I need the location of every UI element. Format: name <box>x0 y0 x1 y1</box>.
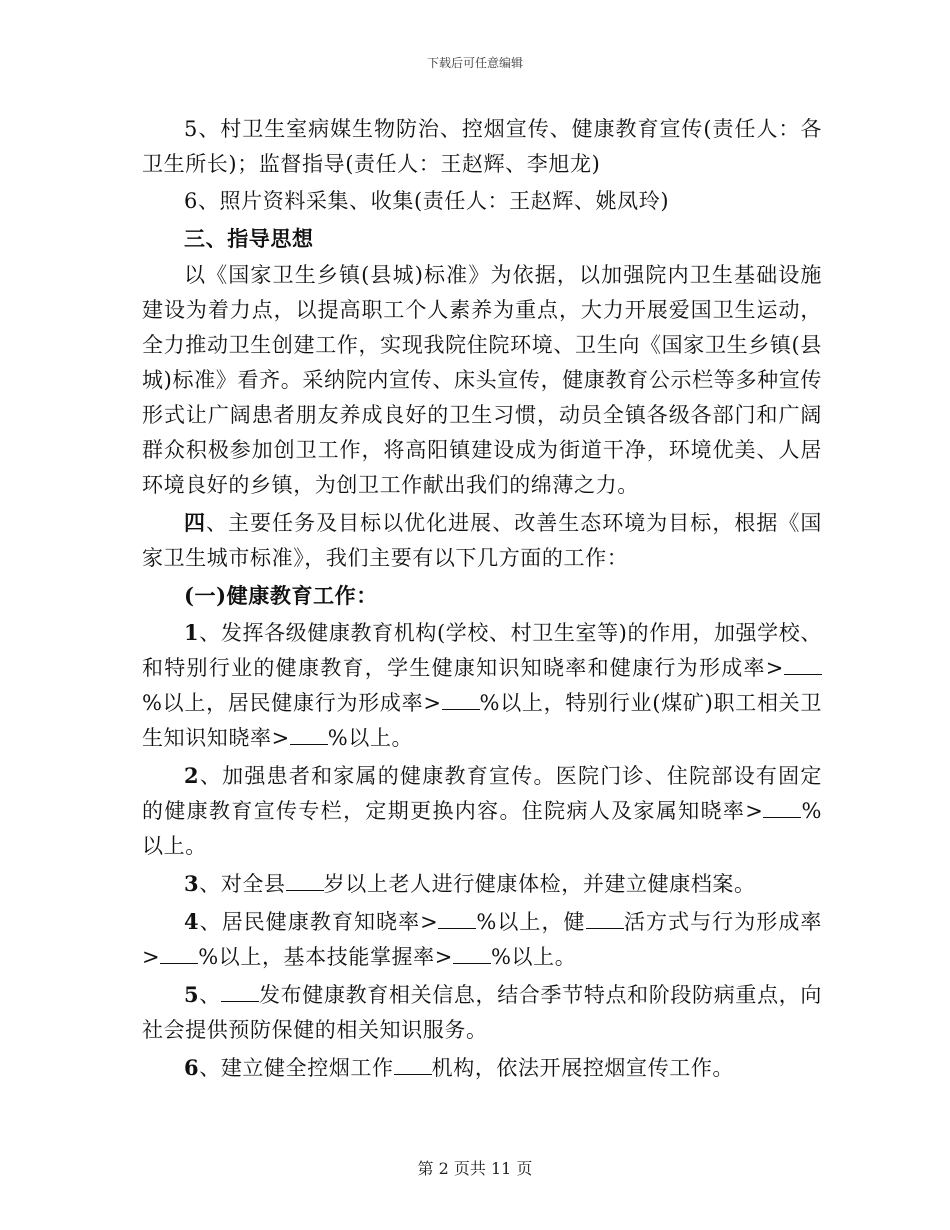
page-header: 下载后可任意编辑 <box>426 56 523 70</box>
fill-blank <box>586 910 624 929</box>
list-item-6 <box>142 1050 822 1086</box>
item-text: %以上，居民健康行为形成率> <box>142 691 442 715</box>
item-text: %以上。 <box>490 945 577 969</box>
item-text: 、发挥各级健康教育机构(学校、村卫生室等)的作用，加强学校、和特别行业的健康教育，学生健康知识知晓率和健康行为形成率> <box>142 621 822 680</box>
paragraph-task-6: 6、照片资料采集、收集(责任人：王赵辉、姚凤玲) <box>184 189 670 213</box>
paragraph-main-tasks <box>142 505 822 576</box>
fill-blank <box>221 983 259 1002</box>
item-text: %以上，健 <box>476 910 586 934</box>
item-text: 、建立健全控烟工作 <box>199 1056 394 1080</box>
item-text: %以上，特别行业(煤矿)职工相关卫生知识知晓率> <box>142 691 823 750</box>
item-number: 1 <box>184 620 200 645</box>
list-item-1 <box>142 615 822 756</box>
paragraph-guiding-ideology: 以《国家卫生乡镇(县城)标准》为依据，以加强院内卫生基础设施建设为着力点，以提高职工个人素养为重点，大力开展爱国卫生运动，全力推动卫生创建工作，实现我院住院环境、卫生向《国家卫生乡镇(县城)标准》看齐。采纳院内宣传、床头宣传，健康教育公示栏等多种宣传形式让广阔患者朋友养成良好的卫生习惯，动员全镇各级各部门和广阔群众积极参加创卫工作，将高阳镇建设成为街道干净，环境优美、人居环境良好的乡镇，为创卫工作献出我们的绵薄之力。 <box>142 263 822 497</box>
item-text: %以上。 <box>142 799 822 858</box>
list-item-5 <box>142 977 822 1048</box>
document-body <box>142 112 822 1088</box>
fill-blank <box>394 1056 432 1075</box>
section-number-four: 四 <box>184 510 207 535</box>
item-text: 、居民健康教育知晓率> <box>199 910 439 934</box>
fill-blank <box>784 656 822 675</box>
item-number: 2 <box>184 763 200 788</box>
fill-blank <box>763 799 801 818</box>
item-number: 4 <box>184 909 200 934</box>
fill-blank <box>438 910 476 929</box>
item-text: %以上。 <box>327 726 414 750</box>
item-text: 发布健康教育相关信息，结合季节特点和阶段防病重点，向社会提供预防保健的相关知识服务。 <box>142 983 822 1042</box>
item-text: %以上，基本技能掌握率> <box>198 945 453 969</box>
paragraph-task-5: 5、村卫生室病媒生物防治、控烟宣传、健康教育宣传(责任人：各卫生所长)；监督指导(责任人：王赵辉、李旭龙) <box>142 117 822 176</box>
fill-blank <box>160 945 198 964</box>
item-number: 6 <box>184 1055 200 1080</box>
item-text: 活方式与行为形成率> <box>142 910 822 969</box>
item-number: 3 <box>184 871 200 896</box>
list-item-4 <box>142 904 822 975</box>
fill-blank <box>453 945 491 964</box>
main-tasks-text: 、主要任务及目标以优化进展、改善生态环境为目标，根据《国家卫生城市标准》，我们主要有以下几方面的工作： <box>142 511 822 570</box>
item-text: 机构，依法开展控烟宣传工作。 <box>431 1056 735 1080</box>
fill-blank <box>290 726 328 745</box>
item-text: 、对全县 <box>199 872 286 896</box>
item-text: 、 <box>199 983 221 1007</box>
fill-blank <box>286 872 324 891</box>
item-text: 岁以上老人进行健康体检，并建立健康档案。 <box>323 872 756 896</box>
item-number: 5 <box>184 982 200 1007</box>
item-text: 、加强患者和家属的健康教育宣传。医院门诊、住院部设有固定的健康教育宣传专栏，定期更换内容。住院病人及家属知晓率> <box>142 764 822 823</box>
list-item-3 <box>142 866 822 902</box>
section-heading-guiding-ideology: 三、指导思想 <box>184 226 314 251</box>
page-footer: 第 2 页共 11 页 <box>417 1159 533 1178</box>
fill-blank <box>442 691 480 710</box>
list-item-2 <box>142 758 822 864</box>
subsection-heading-health-education: (一)健康教育工作： <box>184 583 378 608</box>
